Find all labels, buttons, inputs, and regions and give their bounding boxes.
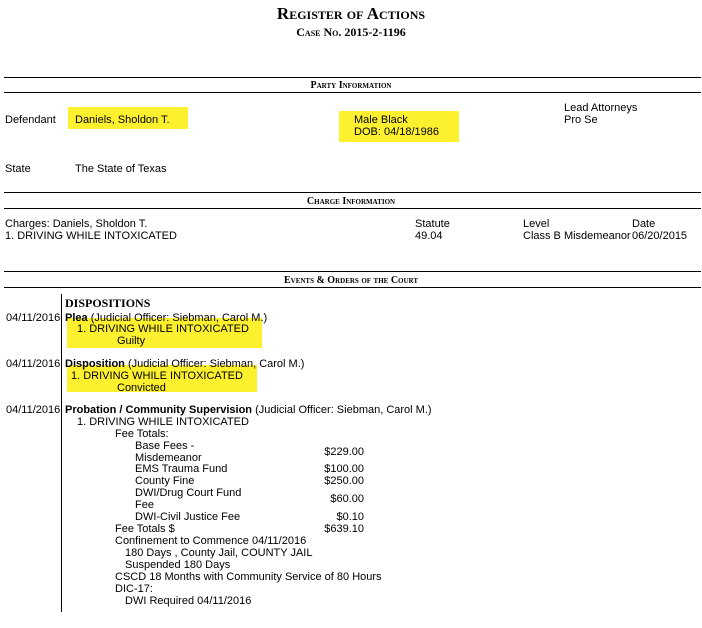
charge-item: 1. DRIVING WHILE INTOXICATED: [5, 230, 177, 242]
fee-amount: $100.00: [324, 463, 364, 475]
suspended-term: Suspended 180 Days: [125, 559, 231, 571]
disposition-date: 04/11/2016: [6, 358, 61, 370]
state-name: The State of Texas: [75, 163, 167, 175]
section-events-orders: Events & Orders of the Court: [283, 275, 419, 286]
divider: [4, 287, 701, 288]
disposition-entry: [65, 358, 304, 370]
state-label: State: [5, 163, 31, 175]
jail-term: 180 Days , County Jail, COUNTY JAIL: [125, 547, 313, 559]
disposition-result: Convicted: [117, 382, 166, 394]
section-charge-information: Charge Information: [306, 196, 396, 207]
level-header: Level: [523, 218, 550, 230]
date-header: Date: [632, 218, 656, 230]
fee-totals-label: Fee Totals:: [115, 428, 169, 440]
divider: [4, 271, 701, 272]
fee-amount: $250.00: [324, 475, 364, 487]
attorney-name: Pro Se: [564, 114, 598, 126]
cscd-term: CSCD 18 Months with Community Service of 80 Hours: [115, 571, 382, 583]
plea-type: Plea: [65, 312, 88, 324]
charge-date: 06/20/2015: [632, 230, 688, 242]
events-date-separator: [61, 294, 62, 612]
probation-date: 04/11/2016: [6, 404, 61, 416]
dic-label: DIC-17:: [115, 583, 153, 595]
dwi-required: DWI Required 04/11/2016: [125, 595, 252, 607]
fee-amount: $0.10: [336, 511, 364, 523]
fee-totals-sum-label: Fee Totals $: [115, 523, 175, 535]
defendant-name: Daniels, Sholdon T.: [75, 114, 170, 126]
charges-label: Charges: Daniels, Sholdon T.: [5, 218, 148, 230]
probation-charge: 1. DRIVING WHILE INTOXICATED: [77, 416, 249, 428]
statute-header: Statute: [415, 218, 450, 230]
probation-officer: (Judicial Officer: Siebman, Carol M.): [255, 404, 432, 416]
fee-amount: $229.00: [324, 446, 364, 458]
charge-level: Class B Misdemeanor: [523, 230, 631, 242]
defendant-label: Defendant: [5, 114, 56, 126]
probation-entry: [65, 404, 432, 416]
plea-date: 04/11/2016: [6, 312, 61, 324]
section-party-information: Party Information: [310, 80, 392, 91]
fee-name: County Fine: [135, 475, 195, 487]
dispositions-heading: DISPOSITIONS: [65, 296, 151, 310]
defendant-dob: DOB: 04/18/1986: [354, 126, 440, 138]
defendant-demographics: Male Black: [354, 114, 408, 126]
disposition-charge: 1. DRIVING WHILE INTOXICATED: [71, 370, 243, 382]
confinement: Confinement to Commence 04/11/2016: [115, 535, 307, 547]
disposition-officer: (Judicial Officer: Siebman, Carol M.): [127, 358, 305, 370]
fee-name: EMS Trauma Fund: [135, 463, 228, 475]
fee-amount: $60.00: [330, 493, 364, 505]
charge-statute: 49.04: [415, 230, 443, 242]
case-number: Case No. 2015-2-1196: [296, 25, 406, 39]
fee-name: Fee: [135, 499, 154, 511]
fee-name: DWI/Drug Court Fund: [135, 487, 242, 499]
divider: [4, 192, 701, 193]
disposition-type: Disposition: [65, 358, 125, 370]
lead-attorneys-label: Lead Attorneys: [564, 102, 638, 114]
divider: [4, 77, 701, 78]
plea-charge: 1. DRIVING WHILE INTOXICATED: [77, 323, 249, 335]
fee-name: DWI-Civil Justice Fee: [135, 511, 241, 523]
plea-result: Guilty: [117, 335, 146, 347]
fee-name: Base Fees -: [135, 440, 195, 452]
page-title: Register of Actions: [276, 4, 426, 23]
fee-totals-sum: $639.10: [324, 523, 364, 535]
probation-type: Probation / Community Supervision: [65, 404, 253, 416]
divider: [4, 92, 701, 93]
fee-name: Misdemeanor: [135, 452, 202, 464]
plea-officer: (Judicial Officer: Siebman, Carol M.): [90, 312, 268, 324]
divider: [4, 208, 701, 209]
